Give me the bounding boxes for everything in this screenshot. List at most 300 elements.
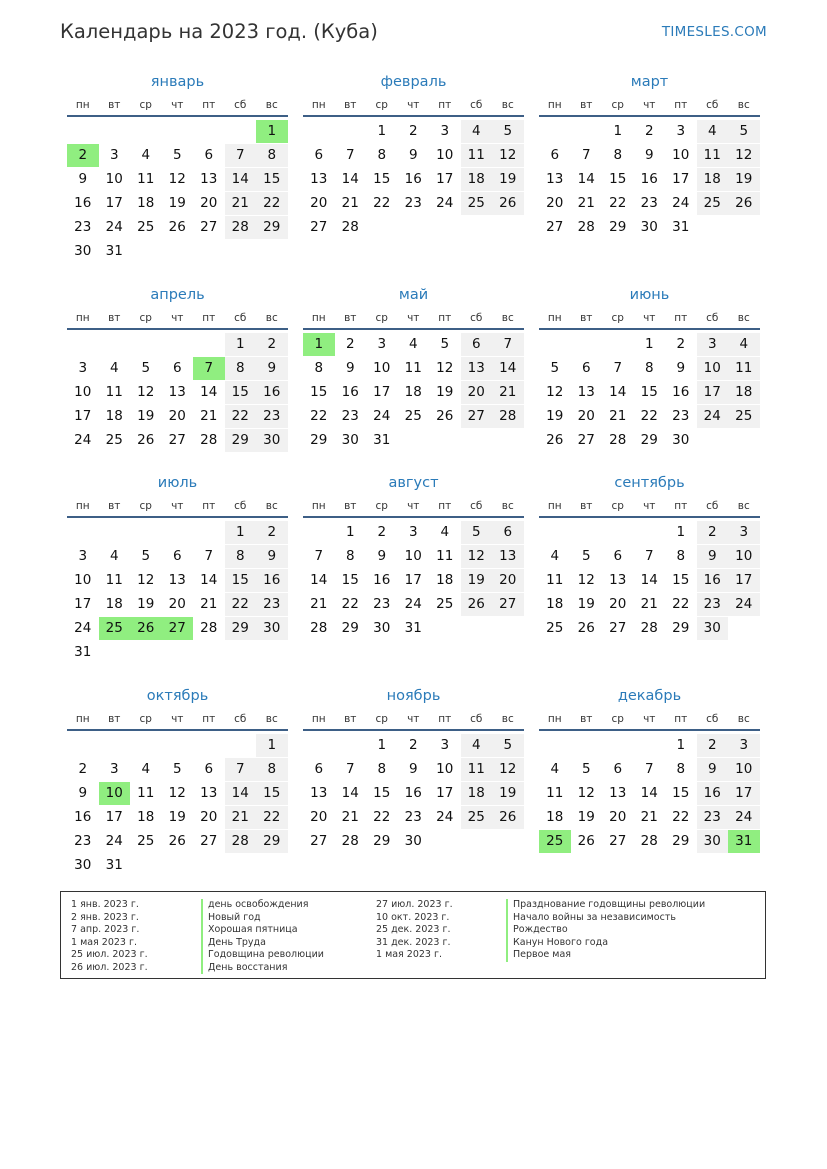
day-cell: 9 [78, 785, 88, 801]
weekday-label: чт [407, 99, 420, 111]
legend-left-dates [71, 899, 148, 974]
legend-holiday-name: Рождество [506, 924, 705, 937]
day-cell: 23 [404, 809, 422, 825]
day-cell: 24 [105, 219, 123, 235]
day-cell: 13 [461, 357, 493, 380]
day-cell: 15 [672, 572, 690, 588]
day-cell: 11 [105, 384, 123, 400]
day-cell: 23 [640, 195, 658, 211]
day-cell: 23 [74, 833, 92, 849]
day-cell: 12 [492, 758, 524, 781]
day-cell: 16 [74, 809, 92, 825]
day-cell: 4 [728, 333, 760, 356]
day-cell: 15 [225, 381, 257, 404]
day-cell: 19 [492, 782, 524, 805]
legend-date: 1 мая 2023 г. [376, 949, 442, 960]
day-cell: 31 [74, 644, 92, 660]
day-cell: 21 [577, 195, 595, 211]
day-cell: 3 [697, 333, 729, 356]
day-cell: 24 [105, 833, 123, 849]
day-cell: 26 [168, 833, 186, 849]
weekday-label: вс [737, 713, 750, 725]
day-cell: 6 [550, 147, 560, 163]
weekday-header [67, 312, 288, 326]
day-cell: 20 [577, 408, 595, 424]
day-cell: 28 [577, 219, 595, 235]
month-name: апрель [150, 287, 205, 303]
day-cell: 25 [461, 806, 493, 829]
weekday-label: ср [139, 713, 152, 725]
day-cell: 21 [200, 408, 218, 424]
day-cell: 7 [225, 144, 257, 167]
day-cell: 7 [613, 360, 623, 376]
day-cell: 4 [141, 761, 151, 777]
day-cell: 5 [492, 120, 524, 143]
day-cell: 22 [373, 195, 391, 211]
day-cell: 23 [256, 405, 288, 428]
month-divider [67, 328, 288, 330]
day-cell: 27 [200, 219, 218, 235]
weekday-label: пн [75, 312, 90, 324]
day-cell: 10 [436, 761, 454, 777]
day-cell: 6 [204, 761, 214, 777]
day-cell: 9 [697, 758, 729, 781]
month-name: октябрь [146, 688, 209, 704]
day-cell: 18 [728, 381, 760, 404]
day-cell: 8 [314, 360, 324, 376]
day-cell: 23 [373, 596, 391, 612]
day-cell: 10 [404, 548, 422, 564]
weekday-label: пт [438, 312, 452, 324]
day-cell: 16 [404, 171, 422, 187]
weekday-label: вт [108, 713, 121, 725]
month-divider [539, 115, 760, 117]
day-cell: 21 [492, 381, 524, 404]
day-cell: 23 [697, 593, 729, 616]
weekday-label: чт [643, 99, 656, 111]
day-cell: 3 [377, 336, 387, 352]
day-cell: 3 [676, 123, 686, 139]
day-cell: 15 [341, 572, 359, 588]
day-cell: 2 [377, 524, 387, 540]
day-cell: 13 [200, 785, 218, 801]
day-cell: 31 [105, 857, 123, 873]
day-cell: 17 [728, 782, 760, 805]
day-cell: 16 [373, 572, 391, 588]
day-cell: 24 [728, 593, 760, 616]
day-cell: 6 [172, 360, 182, 376]
day-cell: 23 [404, 195, 422, 211]
month-name: август [388, 475, 439, 491]
month-name: сентябрь [614, 475, 685, 491]
day-cell: 1 [345, 524, 355, 540]
day-cell: 28 [200, 432, 218, 448]
day-cell: 27 [310, 219, 328, 235]
day-cell: 18 [404, 384, 422, 400]
day-cell: 22 [256, 806, 288, 829]
day-cell: 22 [225, 405, 257, 428]
weekday-header [303, 500, 524, 514]
day-cell: 18 [436, 572, 454, 588]
day-cell: 9 [345, 360, 355, 376]
day-cell: 15 [640, 384, 658, 400]
legend-holiday-name: Новый год [201, 912, 324, 925]
holiday-day-cell: 7 [193, 357, 225, 380]
weekday-label: пт [674, 312, 688, 324]
day-cell: 15 [256, 168, 288, 191]
day-cell: 29 [672, 833, 690, 849]
weekday-header [67, 500, 288, 514]
weekday-label: пт [202, 713, 216, 725]
day-cell: 16 [341, 384, 359, 400]
weekday-label: пт [674, 713, 688, 725]
month-name: март [630, 74, 669, 90]
holiday-day-cell: 1 [256, 120, 288, 143]
day-cell: 12 [137, 384, 155, 400]
day-cell: 15 [310, 384, 328, 400]
day-cell: 19 [728, 168, 760, 191]
day-cell: 1 [256, 734, 288, 757]
weekday-header [67, 713, 288, 727]
day-cell: 2 [644, 123, 654, 139]
day-cell: 29 [672, 620, 690, 636]
weekday-header [539, 99, 760, 113]
day-cell: 10 [74, 384, 92, 400]
day-cell: 28 [492, 405, 524, 428]
weekday-label: вт [344, 312, 357, 324]
day-cell: 6 [204, 147, 214, 163]
day-cell: 6 [172, 548, 182, 564]
day-cell: 3 [408, 524, 418, 540]
day-cell: 5 [172, 147, 182, 163]
weekday-header [303, 99, 524, 113]
day-cell: 21 [225, 806, 257, 829]
day-cell: 17 [672, 171, 690, 187]
day-cell: 5 [581, 548, 591, 564]
day-cell: 18 [697, 168, 729, 191]
day-cell: 19 [436, 384, 454, 400]
day-cell: 24 [672, 195, 690, 211]
day-cell: 17 [74, 596, 92, 612]
day-cell: 29 [225, 429, 257, 452]
day-cell: 2 [256, 521, 288, 544]
day-cell: 17 [697, 381, 729, 404]
day-cell: 29 [256, 830, 288, 853]
day-cell: 6 [613, 548, 623, 564]
day-cell: 14 [341, 785, 359, 801]
weekday-label: сб [470, 312, 483, 324]
weekday-label: вс [265, 99, 278, 111]
day-cell: 5 [581, 761, 591, 777]
weekday-label: вт [580, 99, 593, 111]
day-cell: 26 [461, 593, 493, 616]
day-cell: 10 [105, 171, 123, 187]
day-cell: 23 [74, 219, 92, 235]
day-cell: 1 [377, 737, 387, 753]
weekday-label: вт [344, 500, 357, 512]
weekday-label: ср [375, 500, 388, 512]
day-cell: 20 [310, 809, 328, 825]
day-cell: 30 [697, 617, 729, 640]
day-cell: 27 [310, 833, 328, 849]
day-cell: 25 [728, 405, 760, 428]
holiday-day-cell: 2 [67, 144, 99, 167]
day-cell: 28 [341, 219, 359, 235]
day-cell: 16 [256, 381, 288, 404]
weekday-label: ср [611, 312, 624, 324]
weekday-header [539, 713, 760, 727]
legend-date: 1 мая 2023 г. [71, 936, 137, 948]
month-divider [303, 729, 524, 731]
day-cell: 14 [492, 357, 524, 380]
day-cell: 6 [461, 333, 493, 356]
holiday-day-cell: 31 [728, 830, 760, 853]
day-cell: 8 [256, 758, 288, 781]
day-cell: 11 [137, 171, 155, 187]
day-cell: 12 [577, 785, 595, 801]
weekday-label: пт [202, 500, 216, 512]
day-cell: 19 [546, 408, 564, 424]
weekday-label: пн [547, 500, 562, 512]
day-cell: 9 [408, 147, 418, 163]
weekday-label: пн [547, 713, 562, 725]
day-cell: 13 [310, 171, 328, 187]
day-cell: 18 [461, 168, 493, 191]
day-cell: 5 [141, 360, 151, 376]
weekday-label: пн [75, 99, 90, 111]
day-cell: 5 [461, 521, 493, 544]
day-cell: 14 [577, 171, 595, 187]
day-cell: 3 [440, 737, 450, 753]
weekday-label: чт [643, 312, 656, 324]
day-cell: 31 [373, 432, 391, 448]
weekday-label: вс [737, 99, 750, 111]
day-cell: 8 [644, 360, 654, 376]
day-cell: 9 [377, 548, 387, 564]
weekday-label: вс [501, 500, 514, 512]
weekday-label: чт [171, 500, 184, 512]
day-cell: 5 [550, 360, 560, 376]
day-cell: 4 [461, 734, 493, 757]
weekday-label: ср [611, 713, 624, 725]
holiday-day-cell: 25 [99, 617, 131, 640]
day-cell: 20 [168, 596, 186, 612]
month-name: декабрь [617, 688, 682, 704]
legend-right-names [506, 899, 705, 962]
weekday-label: вс [265, 312, 278, 324]
weekday-label: вт [108, 312, 121, 324]
day-cell: 25 [461, 192, 493, 215]
day-cell: 30 [672, 432, 690, 448]
day-cell: 8 [377, 147, 387, 163]
weekday-label: сб [470, 99, 483, 111]
day-cell: 11 [137, 785, 155, 801]
weekday-label: пт [674, 99, 688, 111]
day-cell: 1 [676, 524, 686, 540]
day-cell: 27 [546, 219, 564, 235]
day-cell: 11 [461, 144, 493, 167]
day-cell: 28 [200, 620, 218, 636]
day-cell: 9 [697, 545, 729, 568]
day-cell: 20 [200, 809, 218, 825]
day-cell: 18 [105, 596, 123, 612]
day-cell: 19 [137, 596, 155, 612]
day-cell: 9 [644, 147, 654, 163]
day-cell: 19 [168, 809, 186, 825]
weekday-label: вт [344, 713, 357, 725]
weekday-header [303, 713, 524, 727]
day-cell: 18 [461, 782, 493, 805]
day-cell: 28 [225, 830, 257, 853]
weekday-label: вс [265, 713, 278, 725]
day-cell: 29 [373, 833, 391, 849]
day-cell: 5 [440, 336, 450, 352]
day-cell: 7 [345, 147, 355, 163]
day-cell: 6 [581, 360, 591, 376]
weekday-label: чт [171, 312, 184, 324]
weekday-label: ср [611, 99, 624, 111]
day-cell: 12 [168, 785, 186, 801]
day-cell: 10 [728, 545, 760, 568]
weekday-label: сб [706, 312, 719, 324]
day-cell: 25 [436, 596, 454, 612]
day-cell: 9 [256, 545, 288, 568]
day-cell: 18 [137, 195, 155, 211]
month-divider [539, 729, 760, 731]
day-cell: 1 [613, 123, 623, 139]
day-cell: 14 [225, 782, 257, 805]
weekday-label: пт [438, 500, 452, 512]
day-cell: 12 [546, 384, 564, 400]
day-cell: 14 [225, 168, 257, 191]
holiday-day-cell: 25 [539, 830, 571, 853]
legend-left-names [201, 899, 324, 974]
day-cell: 25 [404, 408, 422, 424]
weekday-label: вс [737, 312, 750, 324]
weekday-label: пн [311, 713, 326, 725]
weekday-label: чт [407, 312, 420, 324]
day-cell: 22 [310, 408, 328, 424]
day-cell: 2 [697, 521, 729, 544]
day-cell: 25 [697, 192, 729, 215]
weekday-label: вс [737, 500, 750, 512]
weekday-label: пн [311, 99, 326, 111]
day-cell: 30 [256, 429, 288, 452]
day-cell: 4 [408, 336, 418, 352]
day-cell: 25 [105, 432, 123, 448]
holiday-day-cell: 1 [303, 333, 335, 356]
day-cell: 24 [697, 405, 729, 428]
day-cell: 13 [492, 545, 524, 568]
weekday-label: вс [501, 99, 514, 111]
day-cell: 4 [109, 360, 119, 376]
day-cell: 30 [74, 243, 92, 259]
day-cell: 23 [256, 593, 288, 616]
weekday-label: пн [547, 99, 562, 111]
day-cell: 29 [640, 432, 658, 448]
site-link[interactable]: TIMESLES.COM [661, 24, 767, 40]
day-cell: 25 [137, 833, 155, 849]
weekday-label: вс [501, 713, 514, 725]
day-cell: 3 [109, 147, 119, 163]
day-cell: 30 [640, 219, 658, 235]
day-cell: 16 [256, 569, 288, 592]
weekday-label: вс [501, 312, 514, 324]
month-name: июнь [629, 287, 670, 303]
day-cell: 3 [728, 521, 760, 544]
day-cell: 1 [225, 521, 257, 544]
day-cell: 8 [613, 147, 623, 163]
day-cell: 22 [256, 192, 288, 215]
day-cell: 20 [461, 381, 493, 404]
day-cell: 3 [78, 548, 88, 564]
legend-date: 7 апр. 2023 г. [71, 924, 140, 935]
day-cell: 26 [546, 432, 564, 448]
day-cell: 20 [200, 195, 218, 211]
day-cell: 21 [341, 809, 359, 825]
weekday-label: пт [202, 312, 216, 324]
day-cell: 2 [345, 336, 355, 352]
weekday-label: ср [611, 500, 624, 512]
day-cell: 30 [74, 857, 92, 873]
day-cell: 15 [256, 782, 288, 805]
day-cell: 14 [341, 171, 359, 187]
legend-holiday-name: Начало войны за независимость [506, 912, 705, 925]
day-cell: 17 [105, 809, 123, 825]
day-cell: 14 [640, 572, 658, 588]
weekday-label: чт [171, 99, 184, 111]
day-cell: 4 [141, 147, 151, 163]
day-cell: 8 [377, 761, 387, 777]
day-cell: 22 [672, 596, 690, 612]
legend-date: 25 дек. 2023 г. [376, 924, 451, 935]
legend-holiday-name: Годовщина революции [201, 949, 324, 962]
month-name: февраль [380, 74, 447, 90]
day-cell: 17 [373, 384, 391, 400]
weekday-label: пт [674, 500, 688, 512]
day-cell: 17 [74, 408, 92, 424]
day-cell: 28 [341, 833, 359, 849]
day-cell: 14 [310, 572, 328, 588]
weekday-label: пн [311, 500, 326, 512]
day-cell: 18 [546, 596, 564, 612]
legend-holiday-name: Хорошая пятница [201, 924, 324, 937]
day-cell: 30 [404, 833, 422, 849]
day-cell: 5 [141, 548, 151, 564]
weekday-header [539, 500, 760, 514]
day-cell: 12 [137, 572, 155, 588]
day-cell: 30 [373, 620, 391, 636]
day-cell: 26 [492, 806, 524, 829]
day-cell: 28 [609, 432, 627, 448]
day-cell: 23 [697, 806, 729, 829]
day-cell: 30 [341, 432, 359, 448]
day-cell: 3 [728, 734, 760, 757]
day-cell: 8 [225, 545, 257, 568]
holiday-day-cell: 27 [162, 617, 194, 640]
day-cell: 10 [697, 357, 729, 380]
weekday-label: чт [643, 713, 656, 725]
legend-holiday-name: День Труда [201, 937, 324, 950]
day-cell: 8 [225, 357, 257, 380]
day-cell: 21 [225, 192, 257, 215]
legend-date: 2 янв. 2023 г. [71, 911, 139, 923]
day-cell: 11 [105, 572, 123, 588]
day-cell: 20 [546, 195, 564, 211]
day-cell: 13 [577, 384, 595, 400]
day-cell: 2 [676, 336, 686, 352]
day-cell: 7 [644, 761, 654, 777]
